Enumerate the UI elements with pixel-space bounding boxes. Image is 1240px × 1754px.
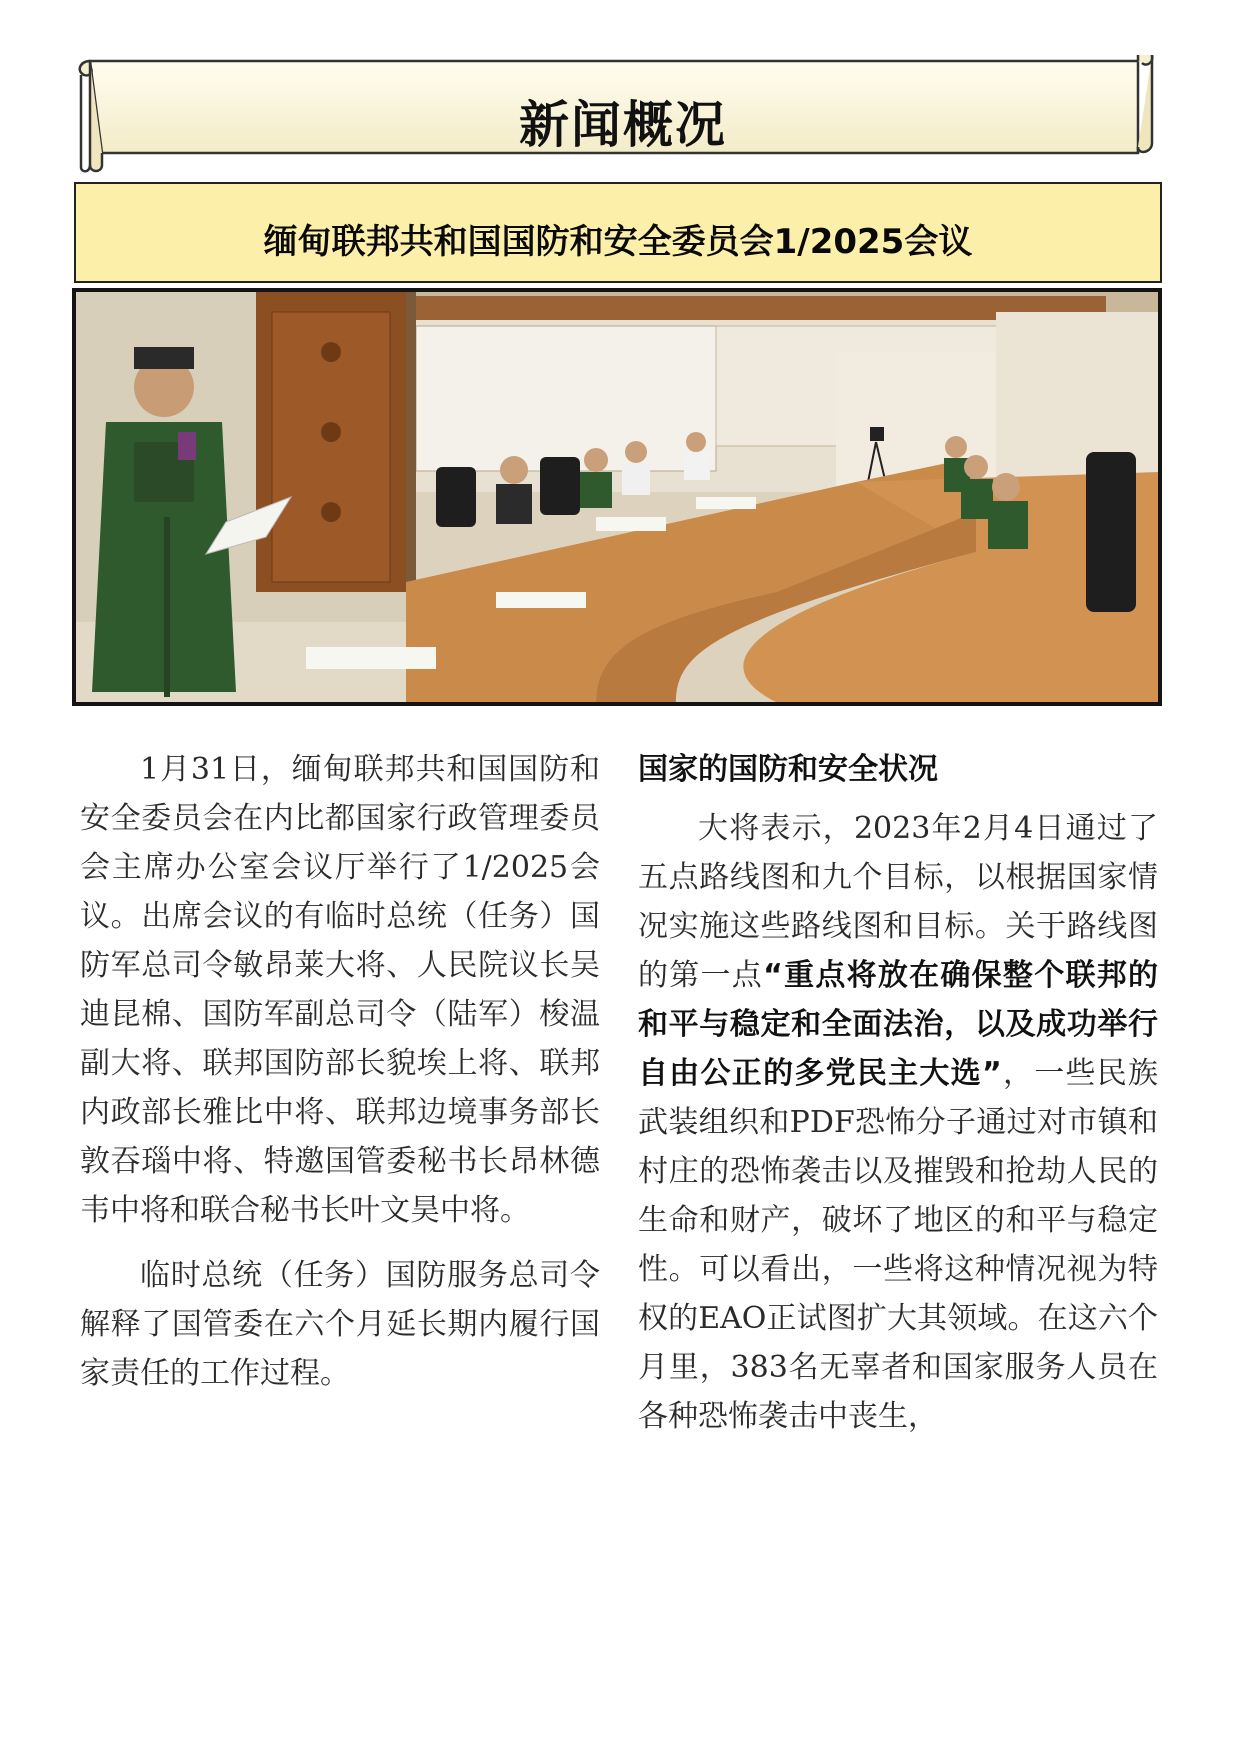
left-column <box>80 745 600 1414</box>
section-heading: 国家的国防和安全状况 <box>638 752 938 787</box>
article-headline-box <box>74 182 1162 283</box>
scroll-banner <box>78 55 1168 173</box>
roadmap-point-quote: “重点将放在确保整个联邦的和平与稳定和全面法治，以及成功举行自由公正的多党民主大选” <box>638 958 1159 1091</box>
paragraph-meeting-attendees: 1月31日，缅甸联邦共和国国防和安全委员会在内比都国家行政管理委员会主席办公室会议厅举行了1/2025会议。出席会议的有临时总统（任务）国防军总司令敏昂莱大将、人民院议长吴迪昆棉、国防军副总司令（陆军）梭温副大将、联邦国防部长貌埃上将、联邦内政部长雅比中将、联邦边境事务部长敦吞瑙中将、特邀国管委秘书长昂林德韦中将和联合秘书长叶文昊中将。 <box>80 752 600 1228</box>
article-headline: 缅甸联邦共和国国防和安全委员会1/2025会议 <box>263 222 973 262</box>
page-title: 新闻概况 <box>519 96 727 154</box>
meeting-photo-illustration <box>76 292 1158 702</box>
paragraph-security-situation <box>638 804 1158 1441</box>
paragraph-text-lead: 大将表示，2023年2月4日通过了五点路线图和九个目标，以根据国家情况实施这些路线图和目标。关于路线图的第一点 <box>638 811 1158 993</box>
paragraph-text-tail: ，一些民族武装组织和PDF恐怖分子通过对市镇和村庄的恐怖袭击以及摧毁和抢劫人民的生命和财产，破坏了地区的和平与稳定性。可以看出，一些将这种情况视为特权的EAO正试图扩大其领域。在这六个月里，383名无辜者和国家服务人员在各种恐怖袭击中丧生， <box>638 1056 1159 1434</box>
right-column <box>638 745 1158 1457</box>
paragraph-work-process: 临时总统（任务）国防服务总司令解释了国管委在六个月延长期内履行国家责任的工作过程。 <box>80 1258 600 1391</box>
meeting-photo <box>72 288 1162 706</box>
